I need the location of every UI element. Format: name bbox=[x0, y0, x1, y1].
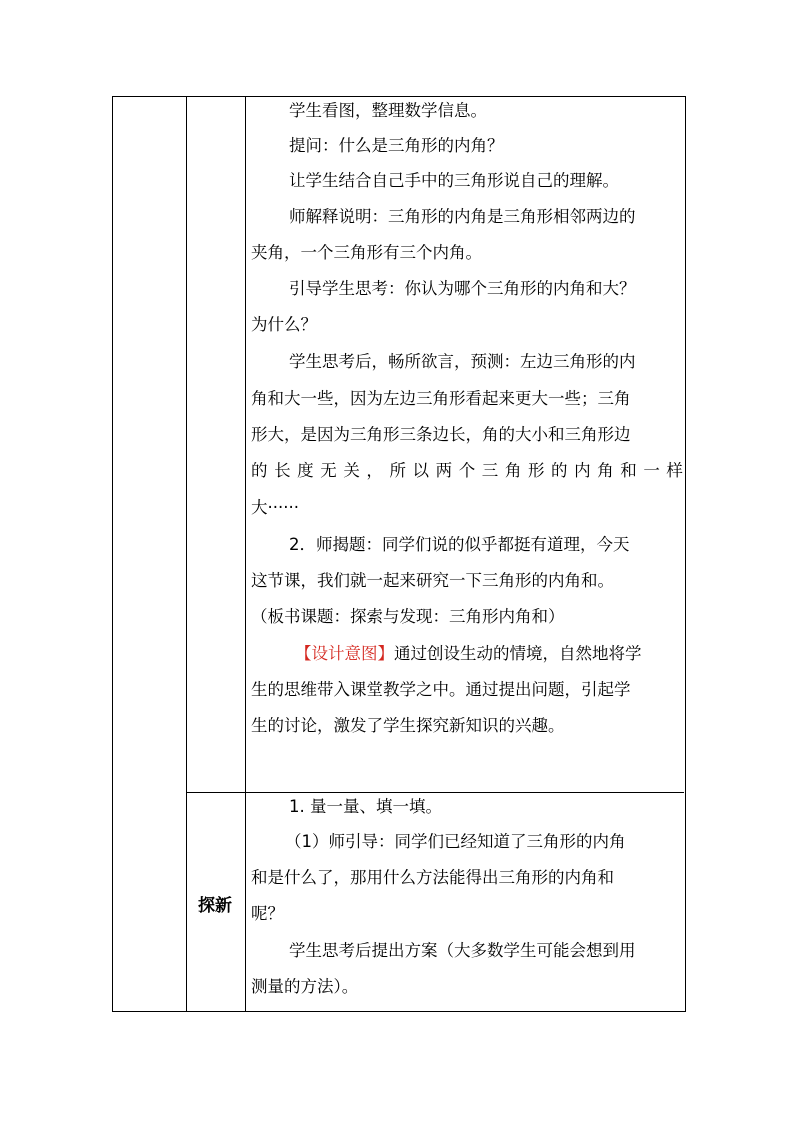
justified-char: 两 bbox=[435, 461, 453, 480]
justified-char: 的 bbox=[551, 461, 568, 480]
paragraph-line: 形大，是因为三角形三条边长，角的大小和三角形边 bbox=[251, 425, 631, 444]
paragraph-line: 让学生结合自己手中的三角形说自己的理解。 bbox=[289, 171, 619, 190]
paragraph-line: （1）师引导：同学们已经知道了三角形的内角 bbox=[285, 832, 626, 851]
paragraph-line: 2．师揭题：同学们说的似乎都挺有道理，今天 bbox=[289, 535, 630, 554]
justified-char: 形 bbox=[527, 461, 545, 480]
paragraph-line: 1. 量一量、填一填。 bbox=[289, 797, 442, 816]
paragraph-line: 为什么？ bbox=[251, 315, 317, 334]
justified-char: 无 bbox=[320, 461, 337, 480]
design-intent-label: 【设计意图】 bbox=[295, 644, 394, 663]
paragraph-line: 生的思维带入课堂教学之中。通过提出问题，引起学 bbox=[251, 680, 631, 699]
justified-char: ， bbox=[366, 461, 383, 480]
justified-char: 关 bbox=[343, 461, 360, 480]
paragraph-line: 大······ bbox=[251, 498, 299, 517]
paragraph-line: 学生看图，整理数学信息。 bbox=[289, 101, 487, 120]
justified-char: 和 bbox=[620, 461, 637, 480]
paragraph-line: 引导学生思考：你认为哪个三角形的内角和大？ bbox=[289, 279, 636, 298]
paragraph-line: 学生思考后提出方案（大多数学生可能会想到用 bbox=[289, 941, 636, 960]
justified-char: 角 bbox=[504, 461, 522, 480]
justified-char: 三 bbox=[481, 461, 499, 480]
paragraph-line: 测量的方法）。 bbox=[251, 977, 359, 996]
justified-char: 所 bbox=[389, 461, 406, 480]
justified-char: 个 bbox=[458, 461, 476, 480]
paragraph-line: （板书课题：探索与发现：三角形内角和） bbox=[251, 607, 565, 626]
justified-char: 样 bbox=[666, 461, 683, 480]
paragraph-line: 角和大一些，因为左边三角形看起来更大一些；三角 bbox=[251, 389, 631, 408]
paragraph-line: 提问：什么是三角形的内角？ bbox=[289, 136, 504, 155]
paragraph-line: 师解释说明：三角形的内角是三角形相邻两边的 bbox=[289, 207, 636, 226]
justified-char: 长 bbox=[274, 461, 291, 480]
justified-char: 以 bbox=[412, 461, 430, 480]
section-label: 探新 bbox=[198, 896, 232, 916]
paragraph-line: 学生思考后，畅所欲言，预测：左边三角形的内 bbox=[289, 352, 636, 371]
paragraph-line: 夹角，一个三角形有三个内角。 bbox=[251, 243, 482, 262]
paragraph-line: 和是什么了，那用什么方法能得出三角形的内角和 bbox=[251, 868, 614, 887]
justified-char: 的 bbox=[251, 461, 268, 480]
justified-char: 角 bbox=[597, 461, 614, 480]
column-divider-1 bbox=[186, 96, 187, 1011]
paragraph-line: 生的讨论，激发了学生探究新知识的兴趣。 bbox=[251, 716, 565, 735]
column-divider-2 bbox=[245, 96, 246, 1011]
paragraph-line: 这节课，我们就一起来研究一下三角形的内角和。 bbox=[251, 571, 614, 590]
justified-char: 内 bbox=[574, 461, 591, 480]
justified-char: 一 bbox=[643, 461, 660, 480]
explore-content-cell bbox=[251, 0, 683, 1010]
justified-char: 度 bbox=[297, 461, 314, 480]
paragraph-line: 通过创设生动的情境，自然地将学 bbox=[394, 644, 642, 663]
paragraph-line: 呢？ bbox=[251, 904, 284, 923]
